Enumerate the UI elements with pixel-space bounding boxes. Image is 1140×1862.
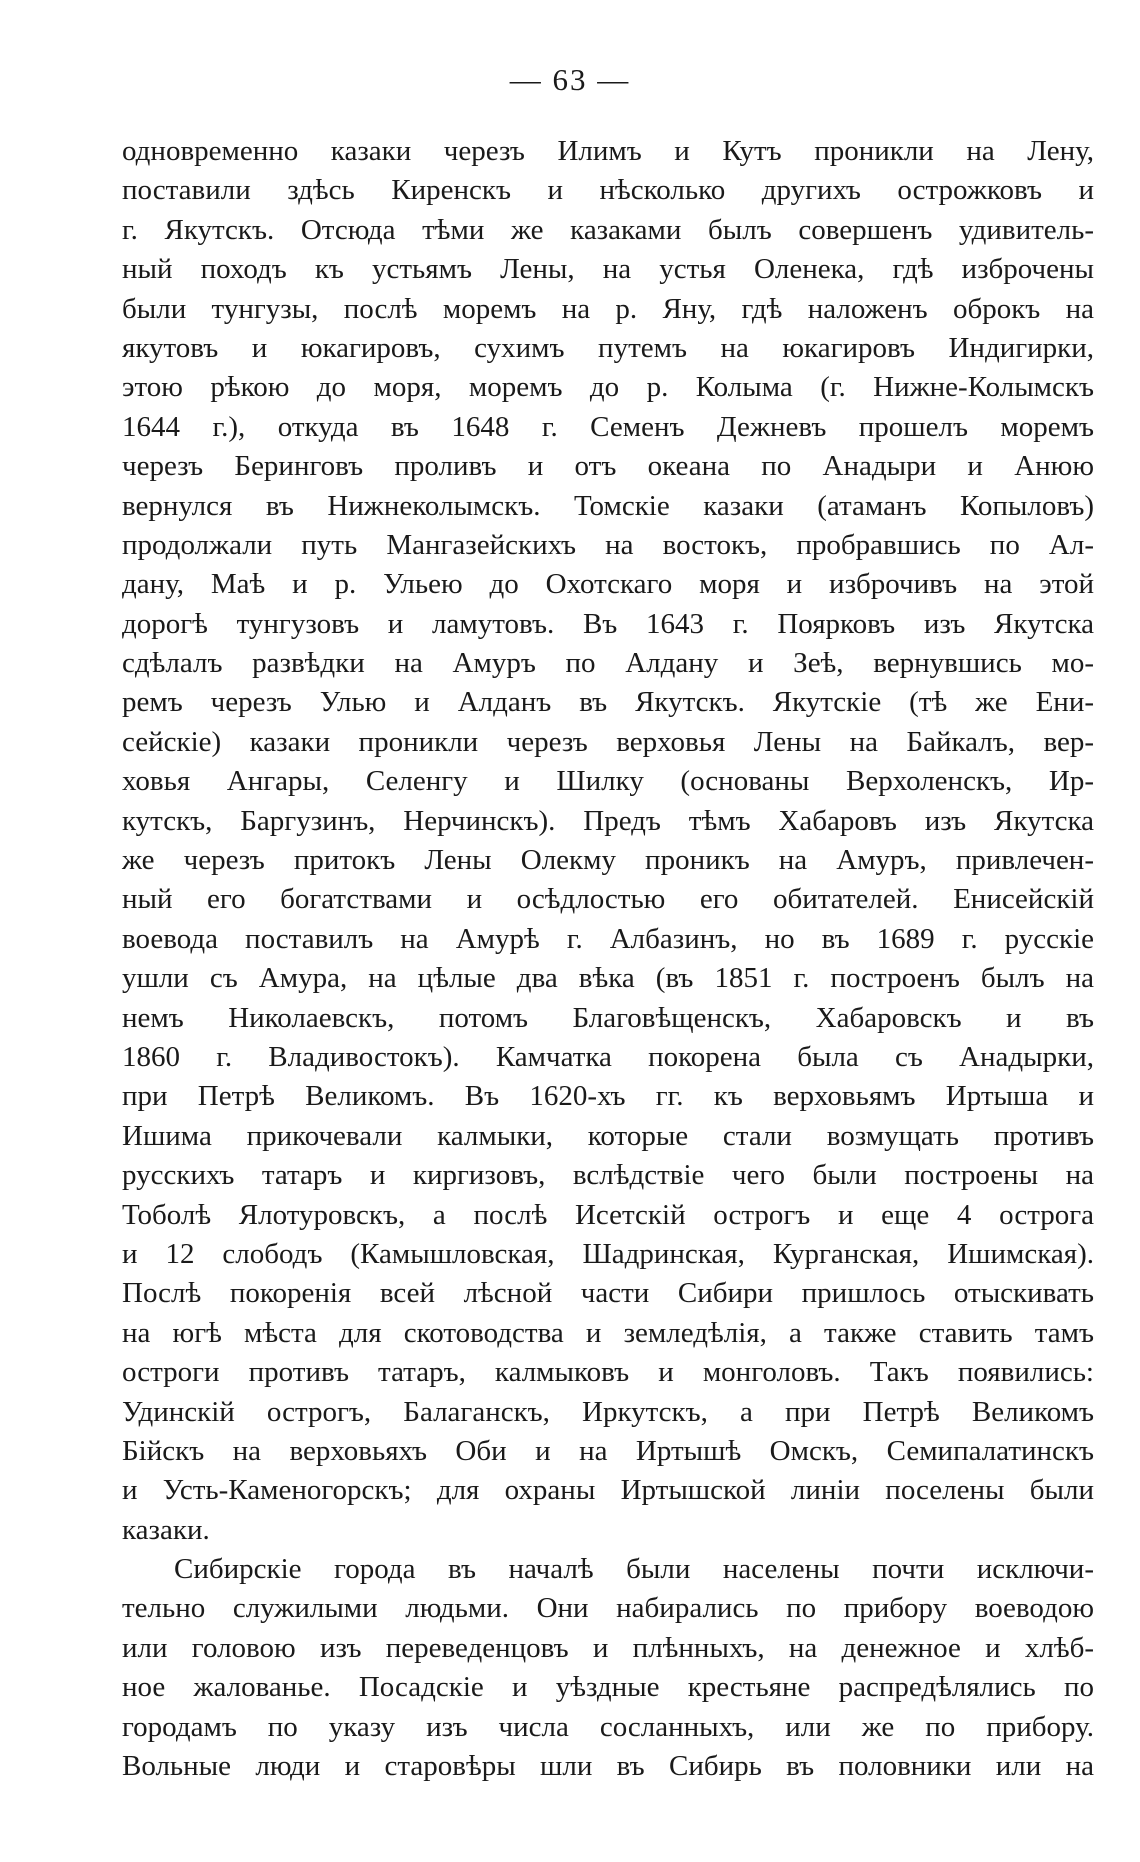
text-line: тельно служилыми людьми. Они набирались по прибору воеводою [122, 1592, 1094, 1625]
text-line: этою рѣкою до моря, моремъ до р. Колыма (г. Нижне-Колымскъ [122, 371, 1094, 404]
text-line: вернулся въ Нижнеколымскъ. Томскіе казаки (атаманъ Копыловъ) [122, 489, 1094, 522]
text-line: одновременно казаки черезъ Илимъ и Кутъ проникли на Лену, [122, 135, 1094, 167]
body-text [122, 132, 1094, 1786]
text-line: Вольные люди и старовѣры шли въ Сибирь въ половники или на [122, 1750, 1094, 1783]
text-line: Тоболѣ Ялотуровскъ, а послѣ Исетскій острогъ и еще 4 острога [122, 1198, 1094, 1231]
text-line: и Усть-Каменогорскъ; для охраны Иртышской линіи поселены были [122, 1474, 1094, 1507]
text-line: русскихъ татаръ и киргизовъ, вслѣдствіе чего были построены на [122, 1159, 1094, 1192]
text-line: городамъ по указу изъ числа сосланныхъ, или же по прибору. [122, 1710, 1094, 1743]
text-line: при Петрѣ Великомъ. Въ 1620-хъ гг. къ верховьямъ Иртыша и [122, 1080, 1094, 1113]
text-line: Бійскъ на верховьяхъ Оби и на Иртышѣ Омскъ, Семипалатинскъ [122, 1434, 1094, 1467]
text-line: были тунгузы, послѣ моремъ на р. Яну, гдѣ наложенъ оброкъ на [122, 292, 1094, 325]
text-line: 1644 г.), откуда въ 1648 г. Семенъ Дежневъ прошелъ моремъ [122, 410, 1094, 443]
text-line: дану, Маѣ и р. Ульею до Охотскаго моря и изброчивъ на этой [122, 568, 1094, 601]
text-line: кутскъ, Баргузинъ, Нерчинскъ). Предъ тѣмъ Хабаровъ изъ Якутска [122, 804, 1094, 837]
text-line: Удинскій острогъ, Балаганскъ, Иркутскъ, а при Петрѣ Великомъ [122, 1395, 1094, 1428]
text-line: же черезъ притокъ Лены Олекму проникъ на Амуръ, привлечен- [122, 844, 1094, 877]
text-line: Послѣ покоренія всей лѣсной части Сибири пришлось отыскивать [122, 1277, 1094, 1310]
text-line: г. Якутскъ. Отсюда тѣми же казаками былъ совершенъ удивитель- [122, 213, 1094, 246]
text-line: остроги противъ татаръ, калмыковъ и монголовъ. Такъ появились: [122, 1356, 1094, 1389]
text-line: дорогѣ тунгузовъ и ламутовъ. Въ 1643 г. Поярковъ изъ Якутска [122, 607, 1094, 640]
text-line: или головою изъ переведенцовъ и плѣнныхъ, на денежное и хлѣб- [122, 1631, 1094, 1664]
text-line: сдѣлалъ развѣдки на Амуръ по Алдану и Зеѣ, вернувшись мо- [122, 647, 1094, 680]
text-line: воевода поставилъ на Амурѣ г. Албазинъ, но въ 1689 г. русскіе [122, 922, 1094, 955]
text-line: ный его богатствами и осѣдлостью его обитателей. Енисейскій [122, 883, 1094, 916]
text-line: Ишима прикочевали калмыки, которые стали возмущать противъ [122, 1119, 1094, 1152]
page-number: — 63 — [509, 62, 631, 97]
text-line: ховья Ангары, Селенгу и Шилку (основаны Верхоленскъ, Ир- [122, 765, 1094, 798]
text-line: сейскіе) казаки проникли черезъ верховья Лены на Байкалъ, вер- [122, 725, 1094, 758]
text-line: поставили здѣсь Киренскъ и нѣсколько другихъ острожковъ и [122, 174, 1094, 207]
text-line: черезъ Беринговъ проливъ и отъ океана по Анадыри и Анюю [122, 450, 1094, 483]
text-line: казаки. [122, 1513, 210, 1546]
text-line: на югѣ мѣста для скотоводства и земледѣлія, а также ставить тамъ [122, 1316, 1094, 1349]
text-line: ушли съ Амура, на цѣлые два вѣка (въ 1851 г. построенъ былъ на [122, 962, 1094, 995]
text-line: и 12 слободъ (Камышловская, Шадринская, Курганская, Ишимская). [122, 1237, 1094, 1270]
text-line: Сибирскіе города въ началѣ были населены почти исключи- [174, 1553, 1094, 1586]
text-line: ремъ черезъ Улью и Алданъ въ Якутскъ. Якутскіе (тѣ же Ени- [122, 686, 1094, 719]
text-line: ное жалованье. Посадскіе и уѣздные крестьяне распредѣлялись по [122, 1671, 1094, 1704]
text-line: немъ Николаевскъ, потомъ Благовѣщенскъ, Хабаровскъ и въ [122, 1001, 1094, 1034]
text-line: ный походъ къ устьямъ Лены, на устья Оленека, гдѣ изброчены [122, 253, 1094, 286]
text-line: 1860 г. Владивостокъ). Камчатка покорена была съ Анадырки, [122, 1040, 1094, 1073]
text-line: якутовъ и юкагировъ, сухимъ путемъ на юкагировъ Индигирки, [122, 331, 1094, 364]
text-line: продолжали путь Мангазейскихъ на востокъ, пробравшись по Ал- [122, 528, 1094, 561]
